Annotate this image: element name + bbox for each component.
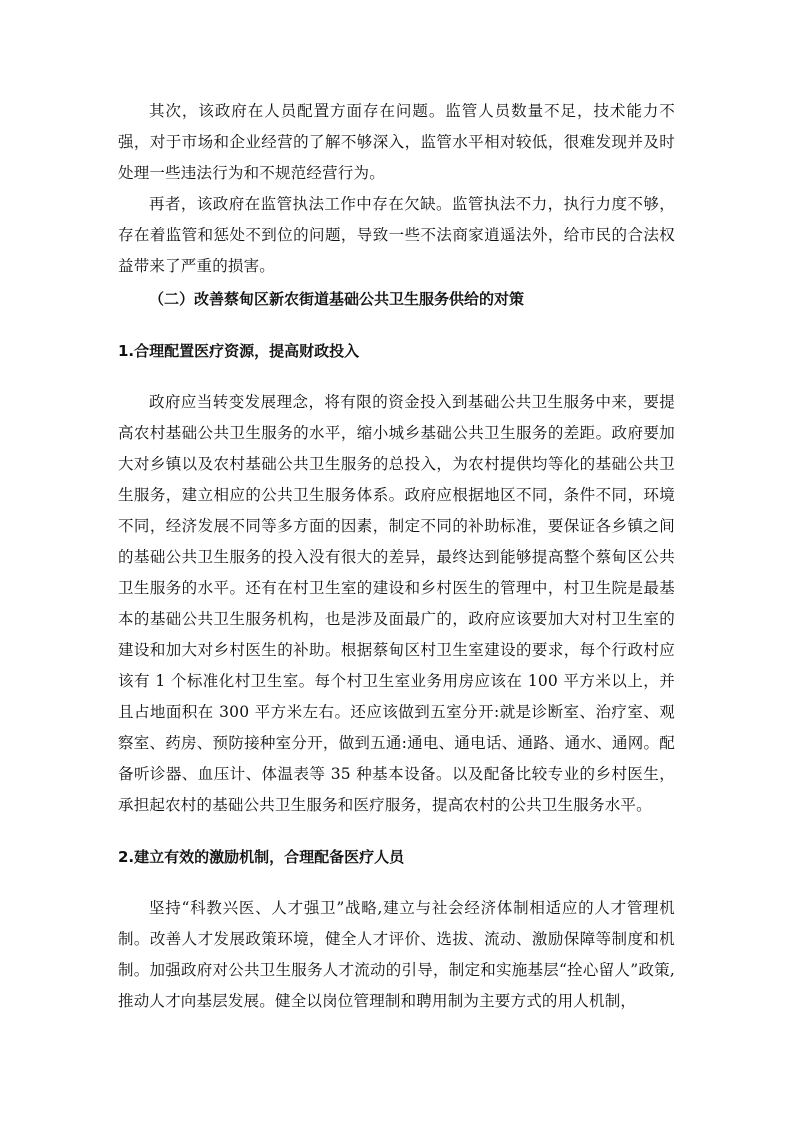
subsection-1-paragraph: 政府应当转变发展理念，将有限的资金投入到基础公共卫生服务中来，要提高农村基础公共卫生服务的水平，缩小城乡基础公共卫生服务的差距。政府要加大对乡镇以及农村基础公共卫生服务的总投入，为农村提供均等化的基础公共卫生服务，建立相应的公共卫生服务体系。政府应根据地区不同，条件不同，环境不同，经济发展不同等多方面的因素，制定不同的补助标准，要保证各乡镇之间的基础公共卫生服务的投入没有很大的差异，最终达到能够提高整个蔡甸区公共卫生服务的水平。还有在村卫生室的建设和乡村医生的管理中，村卫生院是最基本的基础公共卫生服务机构，也是涉及面最广的，政府应该要加大对村卫生室的建设和加大对乡村医生的补助。根据蔡甸区村卫生室建设的要求，每个行政村应该有 1 个标准化村卫生室。每个村卫生室业务用房应该在 100 平方米以上，并且占地面积在 300 平方米左右。还应该做到五室分开:就是诊断室、治疗室、观察室、药房、预防接种室分开，做到五通:通电、通电话、通路、通水、通网。配备听诊器、血压计、体温表等 35 种基本设备。以及配备比较专业的乡村医生，承担起农村的基础公共卫生服务和医疗服务，提高农村的公共卫生服务水平。	[118, 393, 675, 814]
subsection-1-heading: 1.合理配置医疗资源，提高财政投入	[118, 342, 360, 360]
subsection-2-paragraph: 坚持“科教兴医、人才强卫”战略,建立与社会经济体制相适应的人才管理机制。改善人才发展政策环境，健全人才评价、选拔、流动、激励保障等制度和机制。加强政府对公共卫生服务人才流动的引导，制定和实施基层“拴心留人”政策,推动人才向基层发展。健全以岗位管理制和聘用制为主要方式的用人机制，	[118, 899, 675, 1010]
section-heading: （二）改善蔡甸区新农街道基础公共卫生服务供给的对策	[149, 290, 525, 308]
paragraph-staffing-problem: 其次，该政府在人员配置方面存在问题。监管人员数量不足，技术能力不强，对于市场和企业经营的了解不够深入，监管水平相对较低，很难发现并及时处理一些违法行为和不规范经营行为。	[118, 102, 675, 182]
document-body	[118, 96, 675, 1017]
subsection-2-heading: 2.建立有效的激励机制，合理配备医疗人员	[118, 848, 405, 866]
paragraph-enforcement-problem: 再者，该政府在监管执法工作中存在欠缺。监管执法不力，执行力度不够，存在着监管和惩处不到位的问题，导致一些不法商家逍遥法外，给市民的合法权益带来了严重的损害。	[118, 195, 675, 275]
